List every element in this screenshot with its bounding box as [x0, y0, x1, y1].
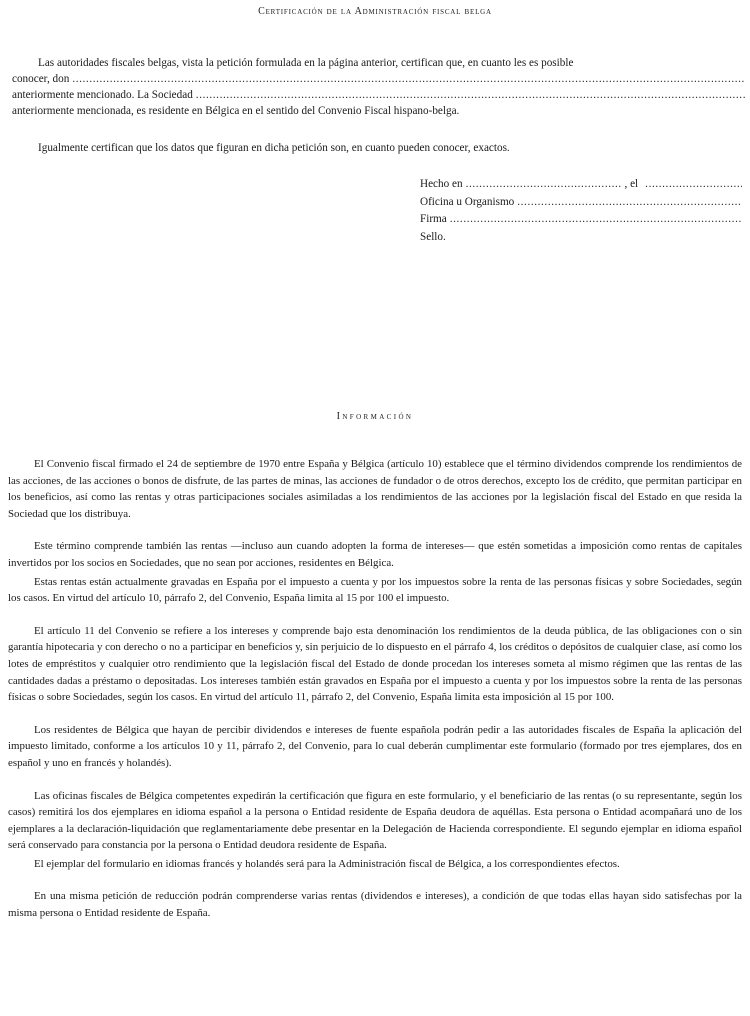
information-paragraph: El Convenio fiscal firmado el 24 de septiembre de 1970 entre España y Bélgica (artículo 10) establece que el término dividendos comprende los rendimientos de las acciones, de las acciones o bonos de disfrute, de las partes de minas, las acciones de fundador o de otros derechos, excepto los de crédito, que permitan participar en los beneficios, así como las rentas y otras participaciones sociales asimiladas a los rendimientos de las acciones por la legislación fiscal del Estado en que resida la Sociedad que los distribuya.: [8, 458, 742, 520]
firma-row: [420, 211, 742, 229]
certification-paragraph-2: Igualmente certifican que los datos que figuran en dicha petición son, en cuanto pueden conocer, exactos.: [38, 142, 510, 154]
certification-text: anteriormente mencionada, es residente en Bélgica en el sentido del Convenio Fiscal hispano-belga.: [12, 105, 460, 117]
signature-block: [420, 176, 742, 246]
certification-line: [12, 71, 745, 87]
information-paragraph: Las oficinas fiscales de Bélgica competentes expedirán la certificación que figura en este formulario, y el beneficiario de las rentas (o su representante, según los casos) remitirá los dos ejemplares en idioma español a la persona o Entidad residente de España deudora de aquéllas. Esta persona o Entidad acompañará uno de los ejemplares a la declaración-liquidación que reglamentariamente debe presentar en la Delegación de Hacienda correspondiente. El segundo ejemplar en idioma español será conservado para constancia por la persona o Entidad deudora residente de España.: [8, 789, 742, 852]
hecho-en-field[interactable]: [466, 176, 621, 194]
firma-label: Firma: [420, 213, 447, 225]
information-paragraph: Los residentes de Bélgica que hayan de percibir dividendos e intereses de fuente española podrán pedir a las autoridades fiscales de España la aplicación del impuesto limitado, conforme a los artículos 10 y 11, párrafo 2, del Convenio, para lo cual deberán cumplimentar este formulario (formado por tres ejemplares, dos en español y uno en francés y holandés).: [8, 723, 742, 769]
information-paragraph: El ejemplar del formulario en idiomas francés y holandés será para la Administración fiscal de Bélgica, a los correspondientes efectos.: [34, 857, 620, 870]
don-label: conocer, don: [12, 73, 70, 85]
oficina-field[interactable]: [517, 194, 742, 212]
information-paragraph: El artículo 11 del Convenio se refiere a los intereses y comprende bajo esta denominación los rendimientos de la deuda pública, de las obligaciones con o sin garantía hipotecaria y con derecho o no a participar en beneficios y, sin perjuicio de lo dispuesto en el párrafo 4, los créditos o depósitos de cualquier clase, así como los lotes de empréstitos y cualquier otro rendimiento que la legislación fiscal del Estado de donde procedan los intereses someta al mismo régimen que las rentas de las cantidades dadas a préstamo o depositadas. Los intereses también están gravados en España por el impuesto a cuenta y por los impuestos sobre la renta de las personas físicas o sobre Sociedades, según los casos. En virtud del artículo 11, párrafo 2, del Convenio, España limita esta imposición al 15 por 100.: [8, 624, 742, 704]
information-paragraph: Este término comprende también las rentas —incluso aun cuando adopten la forma de intereses— que estén sometidas a imposición como rentas de capitales invertidos por los socios en Sociedades, que no sean por acciones, residentes en Bélgica.: [8, 540, 742, 569]
page-header: Certificación de la Administración fiscal belga: [258, 6, 492, 17]
certification-line: [12, 103, 745, 119]
certification-paragraph: [12, 55, 745, 119]
firma-field[interactable]: [450, 211, 742, 229]
certification-line: [12, 55, 745, 71]
information-paragraph: Estas rentas están actualmente gravadas en España por el impuesto a cuenta y por los impuestos sobre la renta de las personas físicas y sobre Sociedades, según los casos. En virtud del artículo 10, párrafo 2, del Convenio, España limita al 15 por 100 el impuesto.: [8, 575, 742, 605]
certification-text: Las autoridades fiscales belgas, vista la petición formulada en la página anterior, certifican que, en cuanto les es posible: [38, 57, 574, 69]
certification-line: [12, 87, 745, 103]
date-field[interactable]: [645, 176, 742, 194]
sociedad-blank-field[interactable]: [196, 87, 745, 103]
sociedad-label: anteriormente mencionado. La Sociedad: [12, 89, 193, 101]
sello-row: [420, 229, 742, 247]
information-paragraph: En una misma petición de reducción podrán comprenderse varias rentas (dividendos e intereses), a condición de que todas ellas hayan sido satisfechas por la misma persona o Entidad residente de España.: [8, 890, 742, 920]
sello-label: Sello.: [420, 230, 446, 243]
el-label: , el: [624, 178, 639, 190]
don-blank-field[interactable]: [72, 71, 745, 87]
oficina-label: Oficina u Organismo: [420, 195, 515, 208]
information-title: Información: [336, 411, 414, 422]
oficina-row: [420, 194, 742, 212]
hecho-en-label: Hecho en: [420, 178, 463, 190]
hecho-en-row: [420, 176, 742, 194]
information-body: [8, 456, 742, 922]
